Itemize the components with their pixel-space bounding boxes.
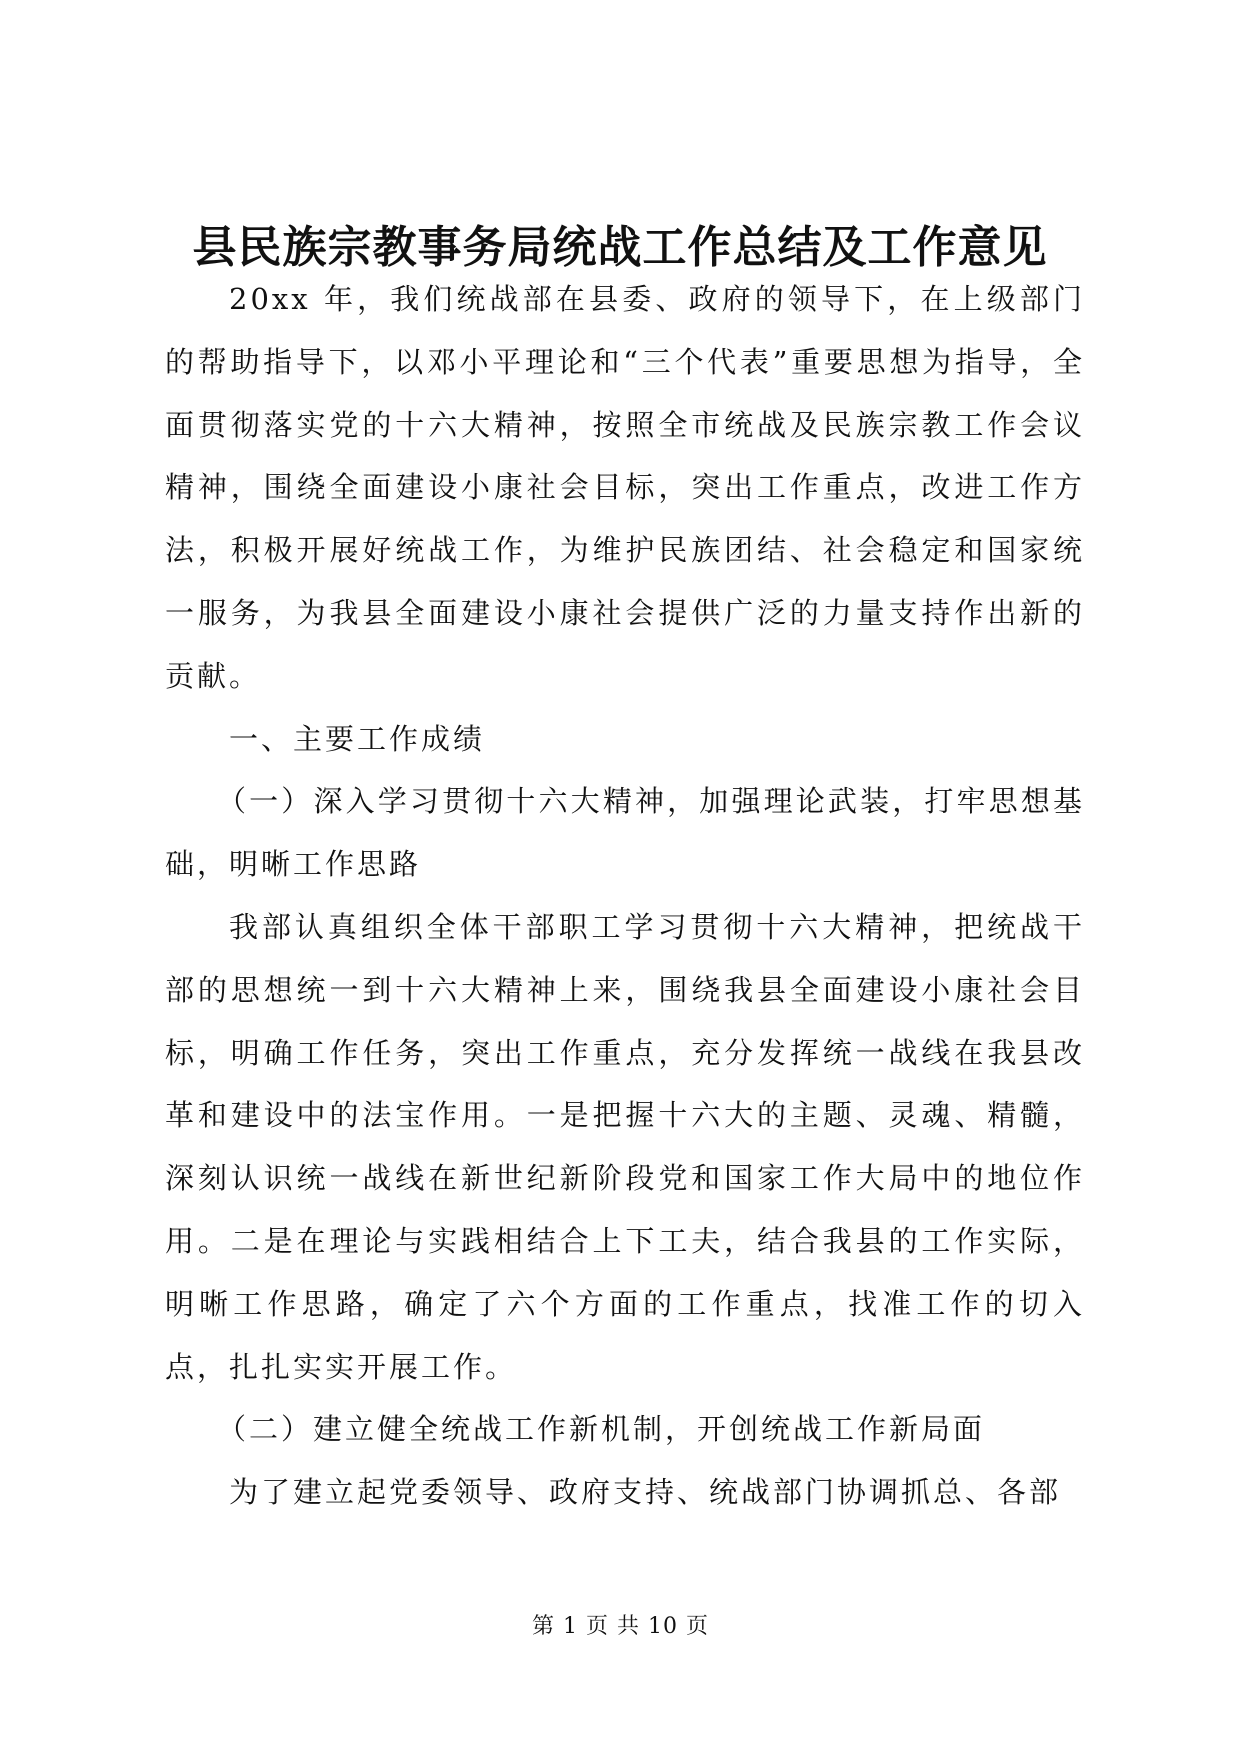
page-number-footer: 第 1 页 共 10 页 <box>532 1614 709 1639</box>
paragraph-mechanism: 为了建立起党委领导、政府支持、统战部门协调抓总、各部 <box>229 1475 1062 1510</box>
paragraph-study: 我部认真组织全体干部职工学习贯彻十六大精神，把统战干部的思想统一到十六大精神上来，围绕我县全面建设小康社会目标，明确工作任务，突出工作重点，充分发挥统一战线在我县改革和建设中的法宝作用。一是把握十六大的主题、灵魂、精髓，深刻认识统一战线在新世纪新阶段党和国家工作大局中的地位作用。二是在理论与实践相结合上下工夫，结合我县的工作实际，明晰工作思路，确定了六个方面的工作重点，找准工作的切入点，扎扎实实开展工作。 <box>165 909 1085 1384</box>
document-body <box>165 268 1085 1524</box>
subsection-heading-2: （二）建立健全统战工作新机制，开创统战工作新局面 <box>217 1412 986 1447</box>
document-title: 县民族宗教事务局统战工作总结及工作意见 <box>192 222 1048 273</box>
subsection-heading-1: （一）深入学习贯彻十六大精神，加强理论武装，打牢思想基础，明晰工作思路 <box>165 784 1085 882</box>
section-heading: 一、主要工作成绩 <box>229 721 486 756</box>
paragraph-intro: 20xx 年，我们统战部在县委、政府的领导下，在上级部门的帮助指导下，以邓小平理论和“三个代表”重要思想为指导，全面贯彻落实党的十六大精神，按照全市统战及民族宗教工作会议精神，围绕全面建设小康社会目标，突出工作重点，改进工作方法，积极开展好统战工作，为维护民族团结、社会稳定和国家统一服务，为我县全面建设小康社会提供广泛的力量支持作出新的贡献。 <box>165 282 1085 693</box>
